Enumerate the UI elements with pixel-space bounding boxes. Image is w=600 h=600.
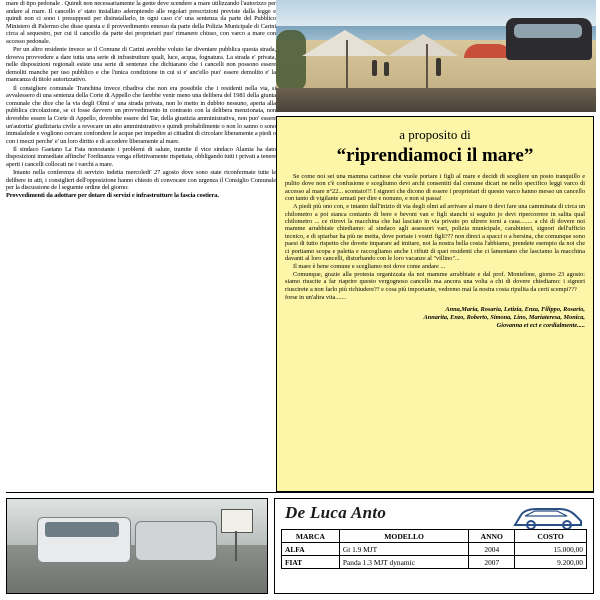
photo-foreground-shadow [276,88,596,112]
photo-umbrella [464,44,512,58]
article-paragraph: Per un altro residente invece se il Comune di Carini avrebbe voluto far diventare pubblica questa strada, doveva provvedere a dare tutta una serie di infrastrutture quali, luce, acqua, fognatura. La strada e' privata, nelle disposizioni regionali esiste una serie di sentenze che dichiarano che i cancelli non possono essere demoliti manche per uso pubblico e che l'unica condizione in cui si e' anc'ello puo' essere demolito e' la mancanza di titolo autorizzativo. [6,46,276,84]
section-divider [6,492,594,493]
cell-anno: 2007 [469,556,515,569]
photo-person [436,58,441,76]
table-row [282,543,587,556]
letter-signatures [285,306,585,331]
cell-costo: 15.000,00 [515,543,587,556]
letter-paragraph: Se come noi sei una mamma carinese che vuole portare i figli al mare e decidi di scegliere un posto tranquillo e pulito dove non c'è confusione e scegliumo devi archi consentiti dal comune dicari ne nello specifico leggi varco di accesso al mare n°22... scontato!!! I signori che dicono di essere i proprietari di questo varco hanno messo un cancello con tanto di vigilante armati per dire e nonuno, e non si passa! [285,173,585,203]
cell-costo: 9.200,00 [515,556,587,569]
article-paragraph: Intanto nella conferenza di servizio indetta mercoledi' 27 agosto dove sono state riconfermate tutte le delibere in atti, i consiglieri dell'opposizione hanno chiesto di convocare con urgenza il Consiglio Comunale per la discussione de l seguente ordine del giorno: [6,169,276,192]
photo-pole [346,40,348,90]
photo-tree [276,30,306,92]
car-icon [511,503,585,531]
photo-car-window [45,522,119,537]
photo-person [384,62,389,76]
letter-title: “riprendiamoci il mare” [336,145,534,166]
photo-sign-pole [235,531,237,561]
letter-paragraph: Comunque, grazie alla protesta organizzata da noi mamme arrabbiate e dal prof. Montelone, giorno 23 agosto: siamo riuscite a far riaprire questo vergognoso cancello ma ancora una volta a chi di dovere chiediamo: i signori riuscirete a non farlo più richiudere?? e cosa più importante, vedremo mai la nostra costa ripulita da certi scempi??? [285,270,585,293]
letter-box [276,116,594,492]
cell-anno: 2004 [469,543,515,556]
letter-paragraph: forse in un'altra vita....... [285,293,347,301]
signature-line: Giovanna et ect e cordialmente..... [496,322,585,330]
photo-person [372,60,377,76]
street-gate-photo [6,498,268,594]
photo-sign [221,509,253,533]
advertisement-box [274,498,594,594]
letter-paragraph: A piedi più ono con, e intanto dall'inizio di via degli olmi ad arrivare al mare ti devi fare una camminata di circa un chilometro a poi stanca contanto di bere e bevoni van e figli stanchi si seguito jo devi ripercorrere in salita qual chilometro ... ce ritrovi la macchina che hai lasciato in via privato po ultrere torni a casa........ a chi di dovere noi mamme arrabbiate chiediamo: al sindaco agli assessori vari, polizia municipale, carabinieri, signori dell'ufficio tecnico, e di spiarbar ha più ne metta, dove portate i vostri figli??? non direci a spacci o a bersina, che comunque sono paesi di tutto rispetto che dovete imparare ad imitare, noi la nostra bella costa l'abbiamo, prendete esempio da noi che ci portiamo scopa e paletta e raccogliamo anche i rifiuti di quei residenti che ci lamentano che lasciamo la macchina davanti al loro cancelli, disturbando con le loro vacanze al "villino"... [285,203,585,262]
photo-parked-car-secondary [135,521,217,561]
table-header-row [282,530,587,543]
letter-kicker: a proposito di [399,127,471,142]
photo-car-window [514,24,582,38]
column-header-marca: MARCA [282,530,340,543]
ad-brand-title: De Luca Anto [285,503,387,522]
signature-line: Anna,Maria, Rosaria, Letizia, Enza, Filippo, Rosario, [445,305,585,313]
article-paragraph: Il consigliere comunale Tranchina invece ribadiva che non era possibile che i residenti nella via, si avvalessero di una sentenza della Corte di Appello che farebbe venir meno una delibera del 1981 della giunta comunale che dice che la via degli Olmi e' una strada privata, non lo metto in dubbio nessuno, aperta alla pubblica circolazione, se ci fosse davvero un provvedimento in contrasto con la delibera menzionata, non dovrebbe essere la Corte di Appello, dovrebbe essere del Tar, della giustizia amministrativa, non puo' essere un'autorita' giudiziaria civile a revocare un atto amministrativo e quindi probabilmente o non lo sanno o sono immalafede e vogliono cercare confondere le acque per impedire ai cittadini di circolare liberamente a piedi o con i mezzi perche' e' un loro diritto e di accedere liberamente al mare. [6,84,276,145]
cell-marca: FIAT [282,556,340,569]
bottom-section [6,496,594,596]
cell-modello: Gt 1.9 MJT [339,543,468,556]
table-row [282,556,587,569]
signature-line: Annarita, Enzo, Roberto, Simona, Lino, Mariateresa, Monica, [423,314,585,322]
column-header-costo: COSTO [515,530,587,543]
column-header-modello: MODELLO [339,530,468,543]
cell-marca: ALFA [282,543,340,556]
article-body [6,0,276,200]
cell-modello: Panda 1.3 MJT dynamic [339,556,468,569]
article-closing-bold: Provvedimenti da adottare per dotare di servizi e infrastrutture la fascia costiera. [6,192,219,200]
photo-pole-secondary [426,44,428,90]
article-paragraph: Il sindaco Gaetano La Fata nonostante i problemi di salute, tramite il vice sindaco Alamia ha dato disposizioni immediate affinche' l'ordinanza venga effettivamente rispettata, obbligando tutti i privati a tenere aperti i cancelli collocati ne i varchi a mare. [6,145,276,168]
letter-body [285,173,585,301]
beach-photo [276,0,596,112]
article-paragraph: mare di tipo pedonale . Quindi non necessariamente la gente deve scendere a mare utilizzando l'autorizzo per andare al mare. Il cancello e' stato installato adempiendo alle regolari prescrizioni previste dalla legge e quindi non ci sono i presupposti per disinstallarlo, in ogni caso c'e' una sentenza da parte del Pubblico Ministero di Palermo che disse questa e il provvedimento emesso da parte della Polizia Municipale di Carini circa al sequestro, per cui il cancello da parte dei proprietari puo' rimanere chiuso, con varco a mare con accesso pedonale. [6,0,276,45]
column-header-anno: ANNO [469,530,515,543]
article-column [6,0,276,492]
letter-paragraph: Il mare è bene comune e scegliamo noi dove come andare ... [293,262,446,270]
car-listing-table [281,529,587,569]
